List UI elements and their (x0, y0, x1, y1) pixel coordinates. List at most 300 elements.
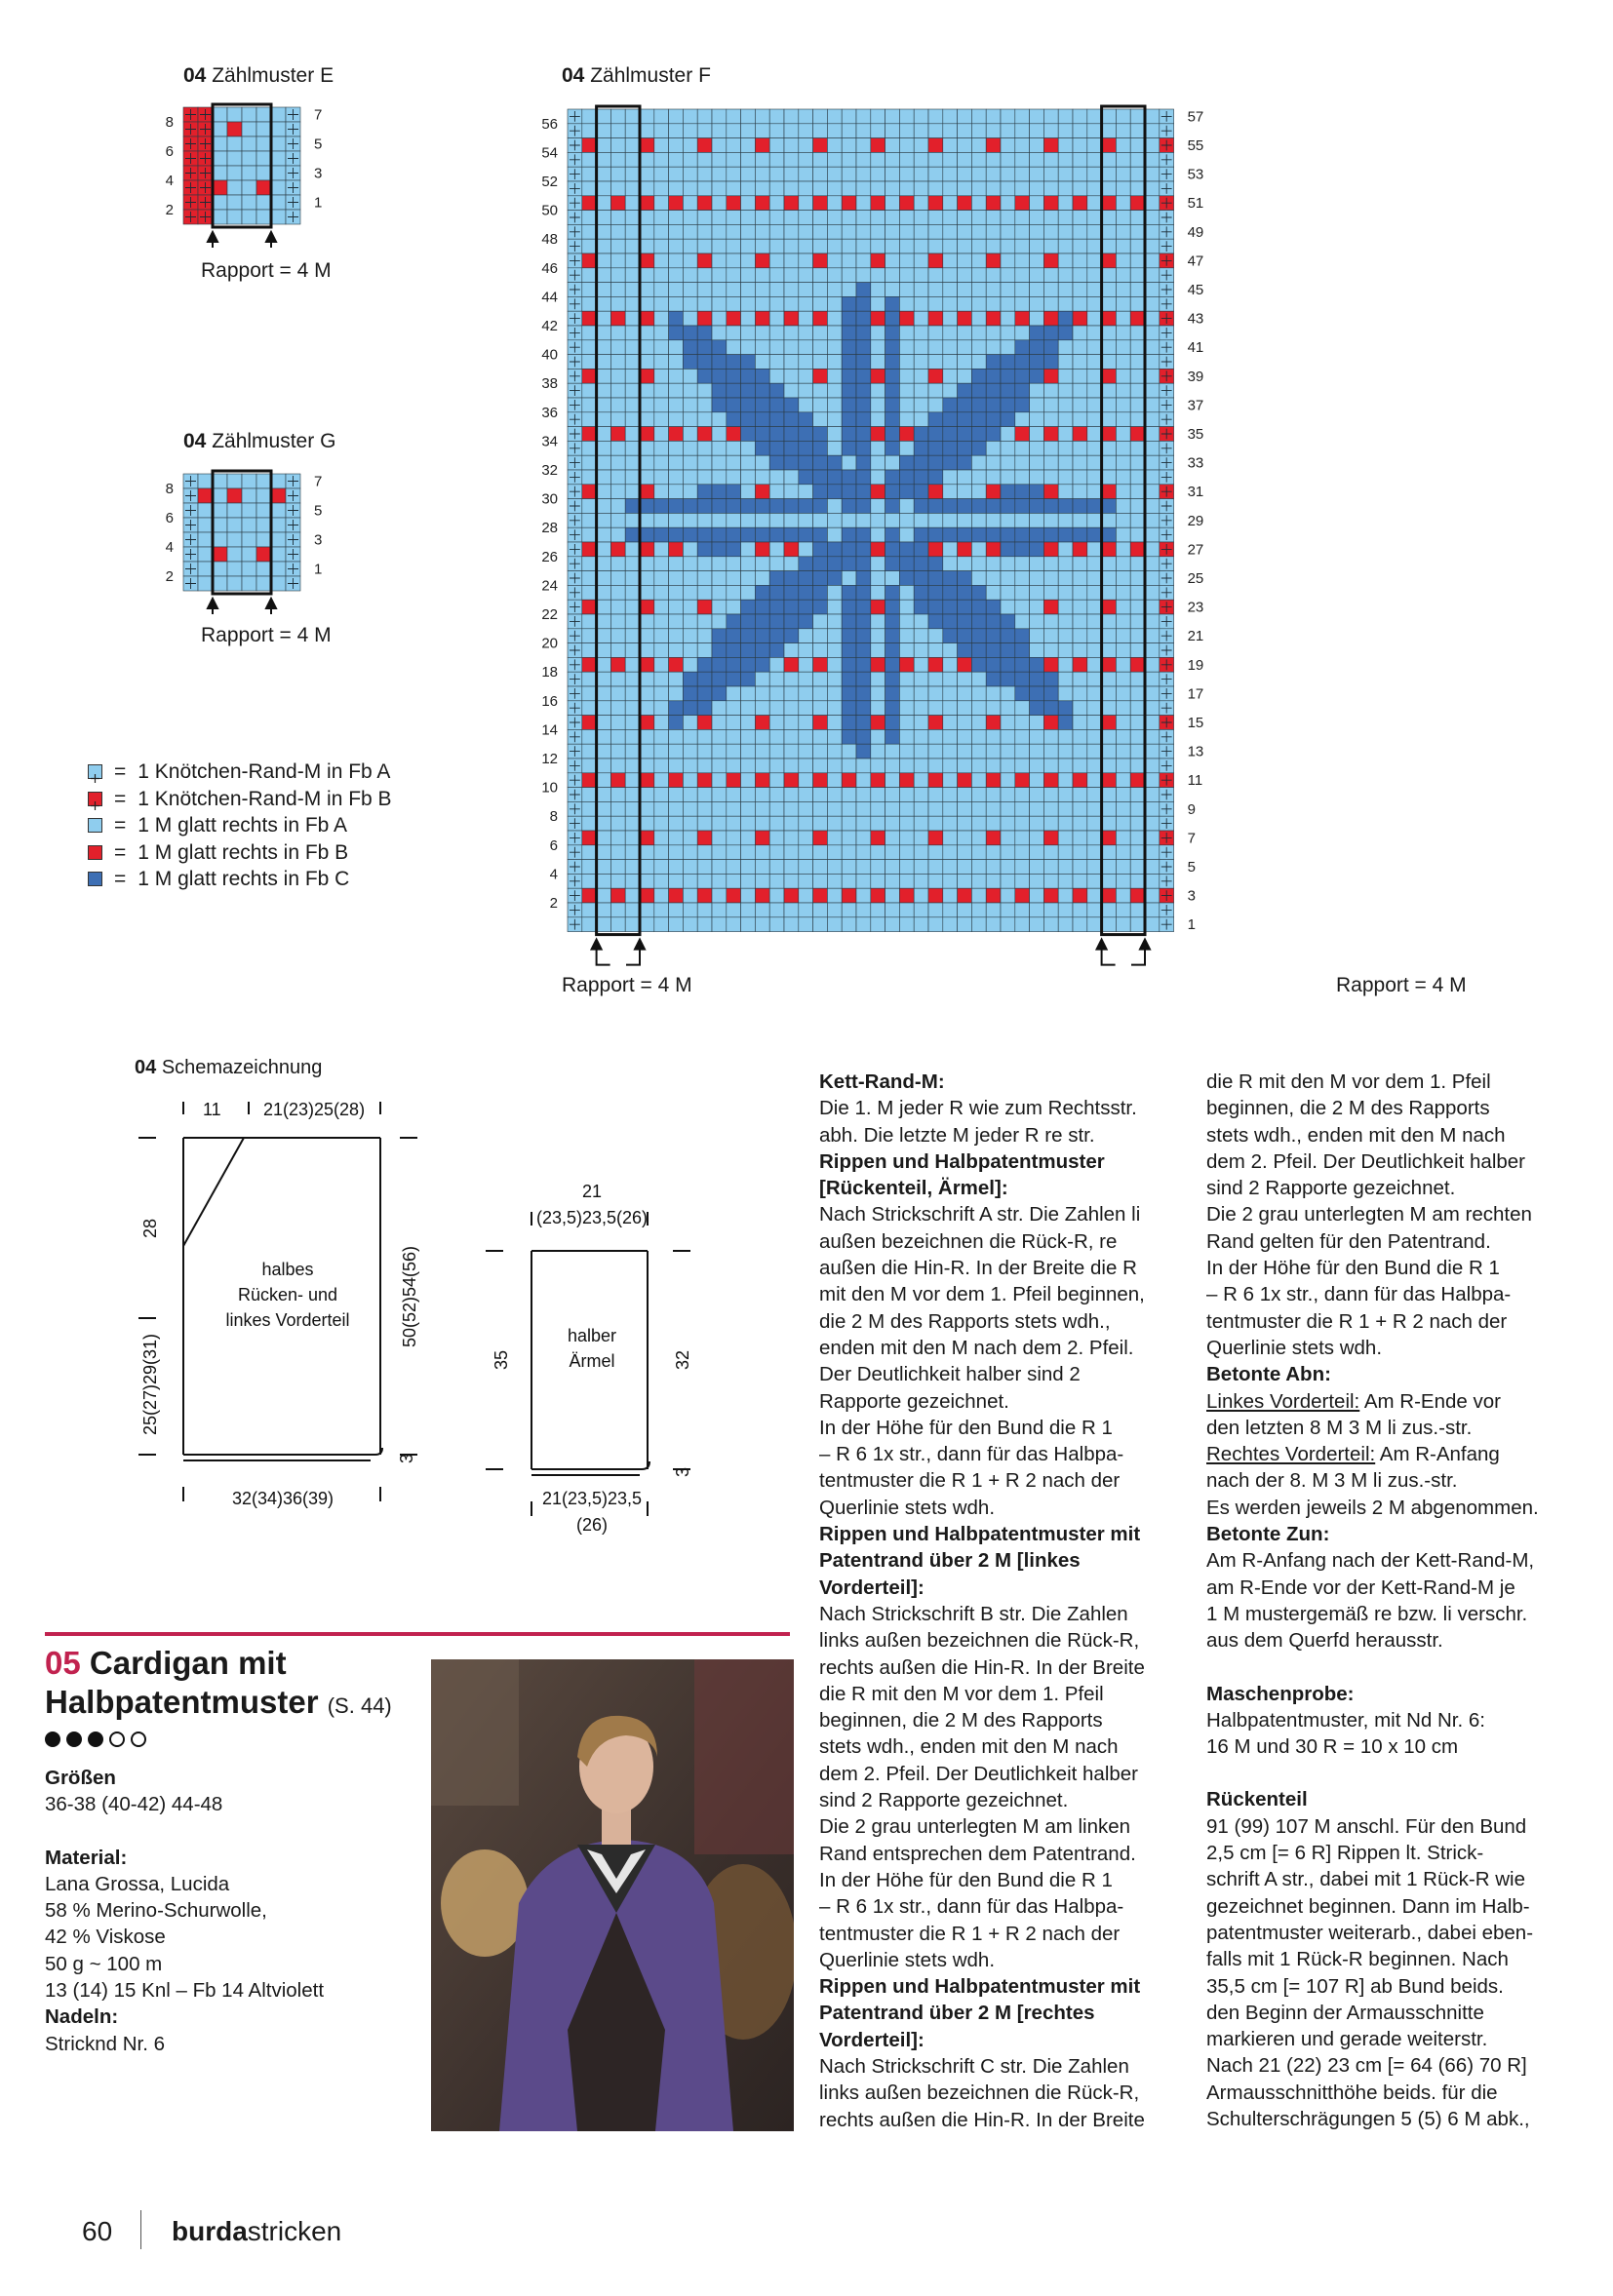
text-line: die R mit den M vor dem 1. Pfeil (1206, 1070, 1491, 1093)
grid-cell (1130, 600, 1145, 614)
grid-cell (784, 860, 799, 875)
grid-cell (1043, 326, 1058, 340)
grid-cell (928, 874, 943, 888)
grid-cell (213, 136, 227, 151)
grid-cell (1130, 499, 1145, 514)
grid-cell (871, 600, 885, 614)
grid-cell (871, 513, 885, 527)
grid-cell (198, 547, 213, 562)
grid-cell (697, 788, 712, 802)
grid-cell (727, 874, 741, 888)
grid-cell (625, 614, 640, 629)
grid-cell (885, 211, 900, 225)
grid-cell (582, 124, 597, 138)
grid-cell (827, 211, 842, 225)
text-line: falls mit 1 Rück-R beginnen. Nach (1206, 1948, 1509, 1971)
grid-cell (582, 167, 597, 181)
grid-cell (683, 470, 697, 485)
grid-cell (625, 311, 640, 326)
grid-cell (1102, 427, 1117, 442)
grid-cell (958, 729, 972, 744)
grid-cell (914, 888, 928, 903)
grid-cell (741, 888, 756, 903)
grid-cell (712, 455, 727, 470)
row-number-right: 41 (1187, 339, 1204, 357)
grid-cell (842, 470, 856, 485)
grid-cell (640, 527, 654, 542)
grid-cell (669, 283, 684, 297)
grid-cell (1130, 527, 1145, 542)
grid-cell (799, 340, 813, 355)
grid-cell (871, 788, 885, 802)
grid-cell (784, 326, 799, 340)
grid-cell (597, 311, 611, 326)
text-line: In der Höhe für den Bund die R 1 (819, 1868, 1113, 1891)
grid-cell (654, 816, 669, 831)
grid-cell (1058, 542, 1073, 557)
grid-cell (727, 629, 741, 643)
footer-separator (140, 2210, 141, 2249)
text-line: Rippen und Halbpatentmuster mit (819, 1523, 1141, 1546)
text-column-2 (1206, 1069, 1587, 2132)
grid-cell (1058, 369, 1073, 383)
grid-cell (610, 729, 625, 744)
grid-cell (914, 296, 928, 311)
grid-cell (1145, 845, 1160, 860)
grid-cell (1015, 513, 1030, 527)
grid-cell (669, 268, 684, 283)
grid-cell (1030, 326, 1044, 340)
row-number-right: 25 (1187, 570, 1204, 587)
grid-cell (1102, 643, 1117, 658)
grid-cell (1087, 485, 1102, 499)
grid-cell (914, 788, 928, 802)
grid-cell (1043, 643, 1058, 658)
grid-cell (582, 211, 597, 225)
grid-cell (727, 427, 741, 442)
grid-cell (256, 488, 271, 503)
grid-cell (769, 585, 784, 600)
grid-cell (597, 369, 611, 383)
grid-cell (914, 167, 928, 181)
grid-cell (683, 398, 697, 412)
grid-cell (842, 224, 856, 239)
grid-cell (871, 499, 885, 514)
grid-cell (769, 614, 784, 629)
grid-cell (1087, 917, 1102, 932)
grid-cell (943, 571, 958, 586)
grid-cell (1058, 470, 1073, 485)
grid-cell (669, 369, 684, 383)
grid-cell (654, 499, 669, 514)
grid-cell (871, 167, 885, 181)
grid-cell (1073, 657, 1087, 672)
text-line: 50 g ~ 100 m (45, 1952, 163, 1975)
grid-cell (1058, 716, 1073, 730)
grid-cell (899, 542, 914, 557)
grid-cell (727, 211, 741, 225)
grid-cell (597, 441, 611, 455)
grid-cell (669, 816, 684, 831)
grid-cell (769, 167, 784, 181)
grid-cell (928, 716, 943, 730)
grid-cell (741, 181, 756, 196)
grid-cell (669, 527, 684, 542)
grid-cell (827, 585, 842, 600)
grid-cell (582, 571, 597, 586)
grid-cell (914, 470, 928, 485)
grid-cell (799, 686, 813, 701)
grid-cell (1001, 398, 1015, 412)
grid-cell (727, 614, 741, 629)
grid-cell (1102, 557, 1117, 571)
grid-cell (928, 211, 943, 225)
grid-cell (958, 686, 972, 701)
grid-cell (1073, 557, 1087, 571)
grid-cell (885, 860, 900, 875)
grid-cell (769, 557, 784, 571)
grid-cell (871, 557, 885, 571)
grid-cell (943, 585, 958, 600)
grid-cell (1030, 499, 1044, 514)
grid-cell (582, 845, 597, 860)
grid-cell (799, 499, 813, 514)
grid-cell (712, 729, 727, 744)
grid-cell (799, 470, 813, 485)
grid-cell (597, 412, 611, 427)
grid-cell (1015, 499, 1030, 514)
grid-cell (784, 224, 799, 239)
grid-cell (769, 542, 784, 557)
grid-cell (871, 585, 885, 600)
grid-cell (597, 181, 611, 196)
grid-cell (986, 801, 1001, 816)
grid-cell (1058, 686, 1073, 701)
grid-cell (1058, 759, 1073, 773)
grid-cell (1015, 196, 1030, 211)
grid-cell (1030, 224, 1044, 239)
grid-cell (784, 773, 799, 788)
grid-cell (654, 268, 669, 283)
grid-cell (842, 571, 856, 586)
grid-cell (856, 398, 871, 412)
grid-cell (813, 499, 828, 514)
grid-cell (654, 283, 669, 297)
grid-cell (1087, 716, 1102, 730)
text-line: Patentrand über 2 M [rechtes (819, 2002, 1095, 2025)
row-number-left: 6 (549, 837, 558, 854)
grid-cell (928, 470, 943, 485)
grid-cell (1116, 383, 1130, 398)
grid-cell (914, 816, 928, 831)
grid-cell (755, 744, 769, 759)
grid-cell (1058, 211, 1073, 225)
grid-cell (242, 518, 256, 532)
grid-cell (958, 657, 972, 672)
grid-cell (842, 211, 856, 225)
grid-cell (669, 701, 684, 716)
grid-cell (842, 441, 856, 455)
grid-cell (943, 729, 958, 744)
grid-cell (842, 874, 856, 888)
grid-cell (1087, 744, 1102, 759)
grid-cell (958, 527, 972, 542)
grid-cell (640, 845, 654, 860)
grid-cell (654, 860, 669, 875)
grid-cell (683, 167, 697, 181)
grid-cell (1043, 759, 1058, 773)
grid-cell (727, 369, 741, 383)
grid-cell (1015, 773, 1030, 788)
grid-cell (928, 643, 943, 658)
grid-cell (842, 152, 856, 167)
grid-cell (1073, 513, 1087, 527)
grid-cell (943, 801, 958, 816)
legend-text: 1 M glatt rechts in Fb A (138, 814, 348, 837)
grid-cell (582, 801, 597, 816)
grid-cell (712, 744, 727, 759)
grid-cell (971, 571, 986, 586)
grid-cell (242, 547, 256, 562)
grid-cell (1087, 499, 1102, 514)
materials-block (45, 1765, 324, 2057)
grid-cell (271, 136, 286, 151)
grid-cell (871, 542, 885, 557)
grid-cell (669, 124, 684, 138)
grid-cell (271, 503, 286, 518)
grid-cell (654, 845, 669, 860)
grid-cell (885, 672, 900, 686)
grid-cell (856, 600, 871, 614)
grid-cell (597, 716, 611, 730)
grid-cell (610, 383, 625, 398)
grid-cell (971, 109, 986, 124)
row-number-left: 4 (165, 173, 174, 189)
grid-cell (669, 557, 684, 571)
grid-cell (582, 253, 597, 268)
grid-cell (856, 152, 871, 167)
grid-cell (727, 167, 741, 181)
grid-cell (1116, 427, 1130, 442)
grid-cell (755, 831, 769, 845)
grid-cell (885, 167, 900, 181)
grid-cell (625, 729, 640, 744)
grid-cell (971, 355, 986, 370)
grid-cell (683, 831, 697, 845)
grid-cell (1030, 542, 1044, 557)
grid-cell (958, 441, 972, 455)
grid-cell (827, 672, 842, 686)
grid-cell (640, 571, 654, 586)
grid-cell (769, 383, 784, 398)
grid-cell (1043, 557, 1058, 571)
grid-cell (943, 557, 958, 571)
grid-cell (1030, 470, 1044, 485)
grid-cell (683, 571, 697, 586)
row-number-left: 52 (541, 174, 558, 190)
schema-sleeve-left: 35 (492, 1349, 511, 1371)
grid-cell (597, 326, 611, 340)
grid-cell (727, 152, 741, 167)
row-number-right: 7 (1187, 830, 1196, 847)
row-number-left: 12 (541, 751, 558, 767)
grid-cell (842, 860, 856, 875)
grid-cell (712, 109, 727, 124)
grid-cell (755, 326, 769, 340)
grid-cell (683, 383, 697, 398)
grid-cell (1102, 744, 1117, 759)
grid-cell (1073, 744, 1087, 759)
grid-cell (697, 701, 712, 716)
grid-cell (755, 788, 769, 802)
grid-cell (1073, 571, 1087, 586)
grid-cell (1058, 138, 1073, 153)
grid-cell (1145, 744, 1160, 759)
grid-cell (928, 355, 943, 370)
grid-cell (227, 210, 242, 224)
grid-cell (640, 427, 654, 442)
grid-cell (712, 196, 727, 211)
grid-cell (697, 283, 712, 297)
text-line: Es werden jeweils 2 M abgenommen. (1206, 1496, 1539, 1519)
grid-cell (1058, 196, 1073, 211)
grid-cell (697, 860, 712, 875)
grid-cell (842, 744, 856, 759)
grid-cell (1058, 296, 1073, 311)
grid-cell (741, 441, 756, 455)
grid-cell (697, 759, 712, 773)
grid-cell (1001, 196, 1015, 211)
grid-cell (755, 499, 769, 514)
grid-cell (1116, 181, 1130, 196)
grid-cell (928, 816, 943, 831)
grid-cell (610, 513, 625, 527)
row-number-right: 3 (1187, 887, 1196, 905)
grid-cell (697, 571, 712, 586)
grid-cell (1030, 759, 1044, 773)
grid-cell (958, 571, 972, 586)
grid-cell (813, 138, 828, 153)
grid-cell (697, 831, 712, 845)
grid-cell (971, 441, 986, 455)
grid-cell (597, 801, 611, 816)
grid-cell (899, 109, 914, 124)
grid-cell (271, 107, 286, 122)
grid-cell (871, 355, 885, 370)
grid-cell (1087, 109, 1102, 124)
grid-cell (885, 729, 900, 744)
grid-cell (683, 124, 697, 138)
grid-cell (625, 701, 640, 716)
grid-cell (697, 744, 712, 759)
grid-cell (842, 412, 856, 427)
grid-cell (943, 600, 958, 614)
grid-cell (784, 211, 799, 225)
grid-cell (971, 903, 986, 917)
grid-cell (1001, 383, 1015, 398)
grid-cell (899, 211, 914, 225)
grid-cell (198, 576, 213, 591)
grid-cell (813, 686, 828, 701)
grid-cell (683, 499, 697, 514)
grid-cell (827, 196, 842, 211)
grid-cell (813, 903, 828, 917)
legend-equals: = (114, 840, 127, 864)
grid-cell (198, 518, 213, 532)
grid-cell (1015, 759, 1030, 773)
text-line: Nach 21 (22) 23 cm [= 64 (66) 70 R] (1206, 2054, 1527, 2078)
grid-cell (928, 138, 943, 153)
grid-cell (1058, 427, 1073, 442)
grid-cell (1116, 499, 1130, 514)
grid-cell (943, 283, 958, 297)
grid-cell (1087, 455, 1102, 470)
grid-cell (943, 903, 958, 917)
grid-cell (1043, 729, 1058, 744)
grid-cell (842, 729, 856, 744)
grid-cell (928, 283, 943, 297)
grid-cell (1030, 455, 1044, 470)
grid-cell (971, 340, 986, 355)
grid-cell (1073, 845, 1087, 860)
grid-cell (1116, 196, 1130, 211)
grid-cell (928, 686, 943, 701)
grid-cell (1102, 326, 1117, 340)
grid-cell (813, 441, 828, 455)
grid-cell (727, 845, 741, 860)
grid-cell (597, 759, 611, 773)
grid-cell (1030, 557, 1044, 571)
grid-cell (697, 224, 712, 239)
grid-cell (1015, 283, 1030, 297)
grid-cell (683, 585, 697, 600)
grid-cell (914, 412, 928, 427)
schema-sleeve-bottom-1: 21(23,5)23,5 (541, 1489, 643, 1508)
grid-cell (784, 427, 799, 442)
grid-cell (640, 296, 654, 311)
grid-cell (971, 398, 986, 412)
grid-cell (856, 427, 871, 442)
grid-cell (1130, 138, 1145, 153)
grid-cell (669, 340, 684, 355)
text-line: Rippen und Halbpatentmuster mit (819, 1975, 1141, 1999)
grid-cell (1145, 672, 1160, 686)
grid-cell (727, 831, 741, 845)
grid-cell (827, 181, 842, 196)
grid-cell (871, 729, 885, 744)
grid-cell (1087, 903, 1102, 917)
model-photo (431, 1659, 794, 2131)
grid-cell (928, 657, 943, 672)
grid-cell (1015, 398, 1030, 412)
text-line: 58 % Merino-Schurwolle, (45, 1899, 267, 1923)
grid-cell (755, 167, 769, 181)
grid-cell (899, 629, 914, 643)
grid-cell (227, 547, 242, 562)
grid-cell (958, 124, 972, 138)
rapport-arrows (208, 232, 276, 248)
grid-cell (755, 585, 769, 600)
grid-cell (669, 657, 684, 672)
grid-cell (827, 499, 842, 514)
grid-cell (943, 383, 958, 398)
grid-cell (582, 398, 597, 412)
grid-cell (1043, 903, 1058, 917)
grid-cell (914, 268, 928, 283)
grid-cell (1073, 326, 1087, 340)
grid-cell (1030, 816, 1044, 831)
text-line: aus dem Querfd herausstr. (1206, 1629, 1443, 1653)
